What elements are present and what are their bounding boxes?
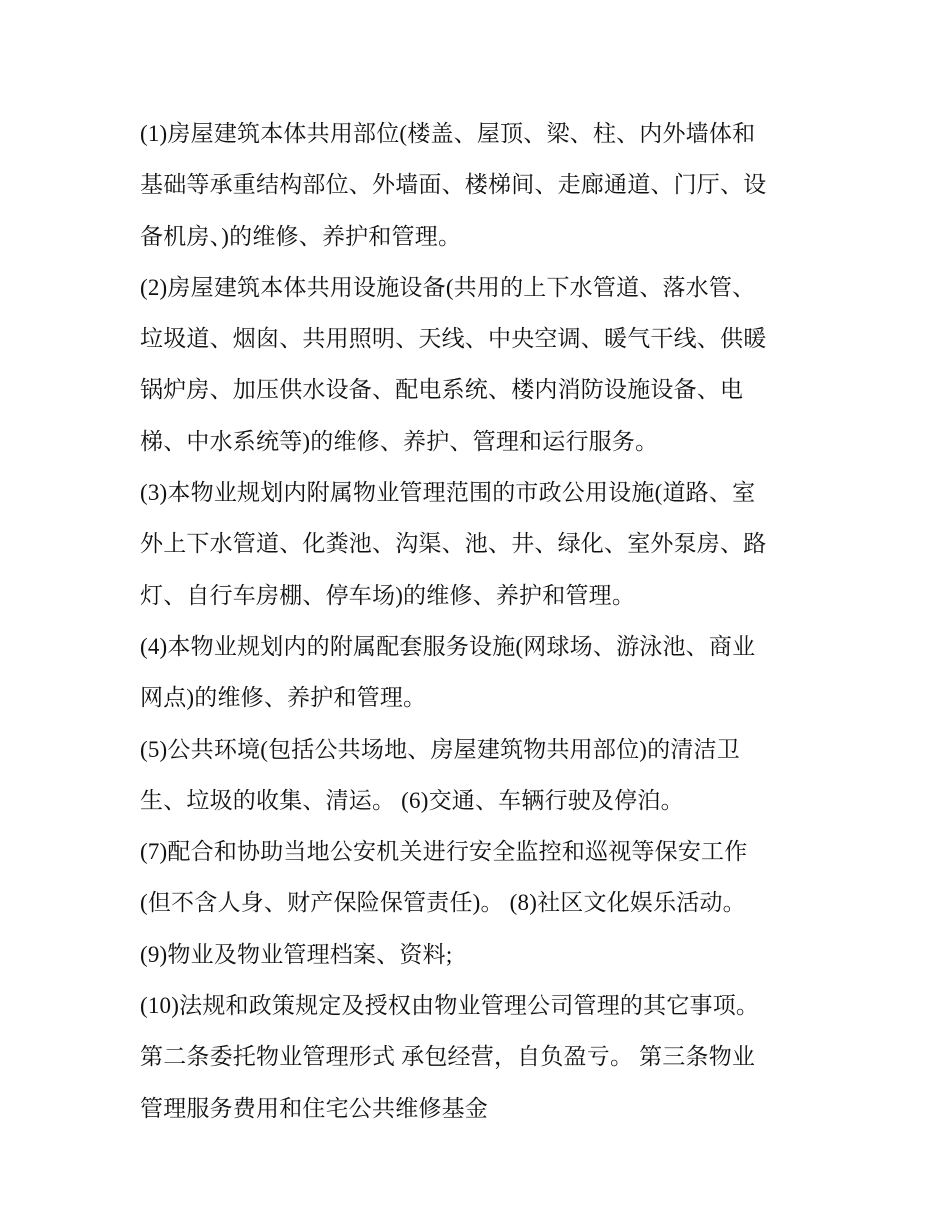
text-line: 备机房、)的维修、养护和管理。: [140, 223, 462, 249]
text-line: 生、垃圾的收集、清运。 (6)交通、车辆行驶及停泊。: [140, 787, 684, 813]
text-line: 第二条委托物业管理形式 承包经营，自负盈亏。 第三条物业: [140, 1044, 756, 1070]
text-line: (3)本物业规划内附属物业管理范围的市政公用设施(道路、室: [140, 480, 756, 506]
text-line: 锅炉房、加压供水设备、配电系统、楼内消防设施设备、电: [140, 377, 744, 403]
text-line: (4)本物业规划内的附属配套服务设施(网球场、游泳池、商业: [140, 633, 756, 659]
text-line: (1)房屋建筑本体共用部位(楼盖、屋顶、梁、柱、内外墙体和: [140, 121, 756, 146]
text-line: (2)房屋建筑本体共用设施设备(共用的上下水管道、落水管、: [140, 274, 756, 300]
document-body: [140, 108, 820, 1134]
text-line: 基础等承重结构部位、外墙面、楼梯间、走廊通道、门厅、设: [140, 172, 767, 198]
text-line: (10)法规和政策规定及授权由物业管理公司管理的其它事项。: [140, 993, 760, 1019]
text-line: 网点)的维修、养护和管理。: [140, 685, 427, 711]
text-line: (7)配合和协助当地公安机关进行安全监控和巡视等保安工作: [140, 839, 748, 865]
text-line: 灯、自行车房棚、停车场)的维修、养护和管理。: [140, 582, 636, 608]
text-line: 梯、中水系统等)的维修、养护、管理和运行服务。: [140, 428, 659, 454]
text-line: 垃圾道、烟囱、共用照明、天线、中央空调、暖气干线、供暖: [140, 326, 767, 352]
text-line: (9)物业及物业管理档案、资料;: [140, 941, 453, 967]
text-line: (5)公共环境(包括公共场地、房屋建筑物共用部位)的清洁卫: [140, 736, 740, 762]
text-line: 外上下水管道、化粪池、沟渠、池、井、绿化、室外泵房、路: [140, 531, 767, 557]
text-line: (但不含人身、财产保险保管责任)。 (8)社区文化娱乐活动。: [140, 890, 746, 916]
text-line: 管理服务费用和住宅公共维修基金: [140, 1095, 488, 1121]
